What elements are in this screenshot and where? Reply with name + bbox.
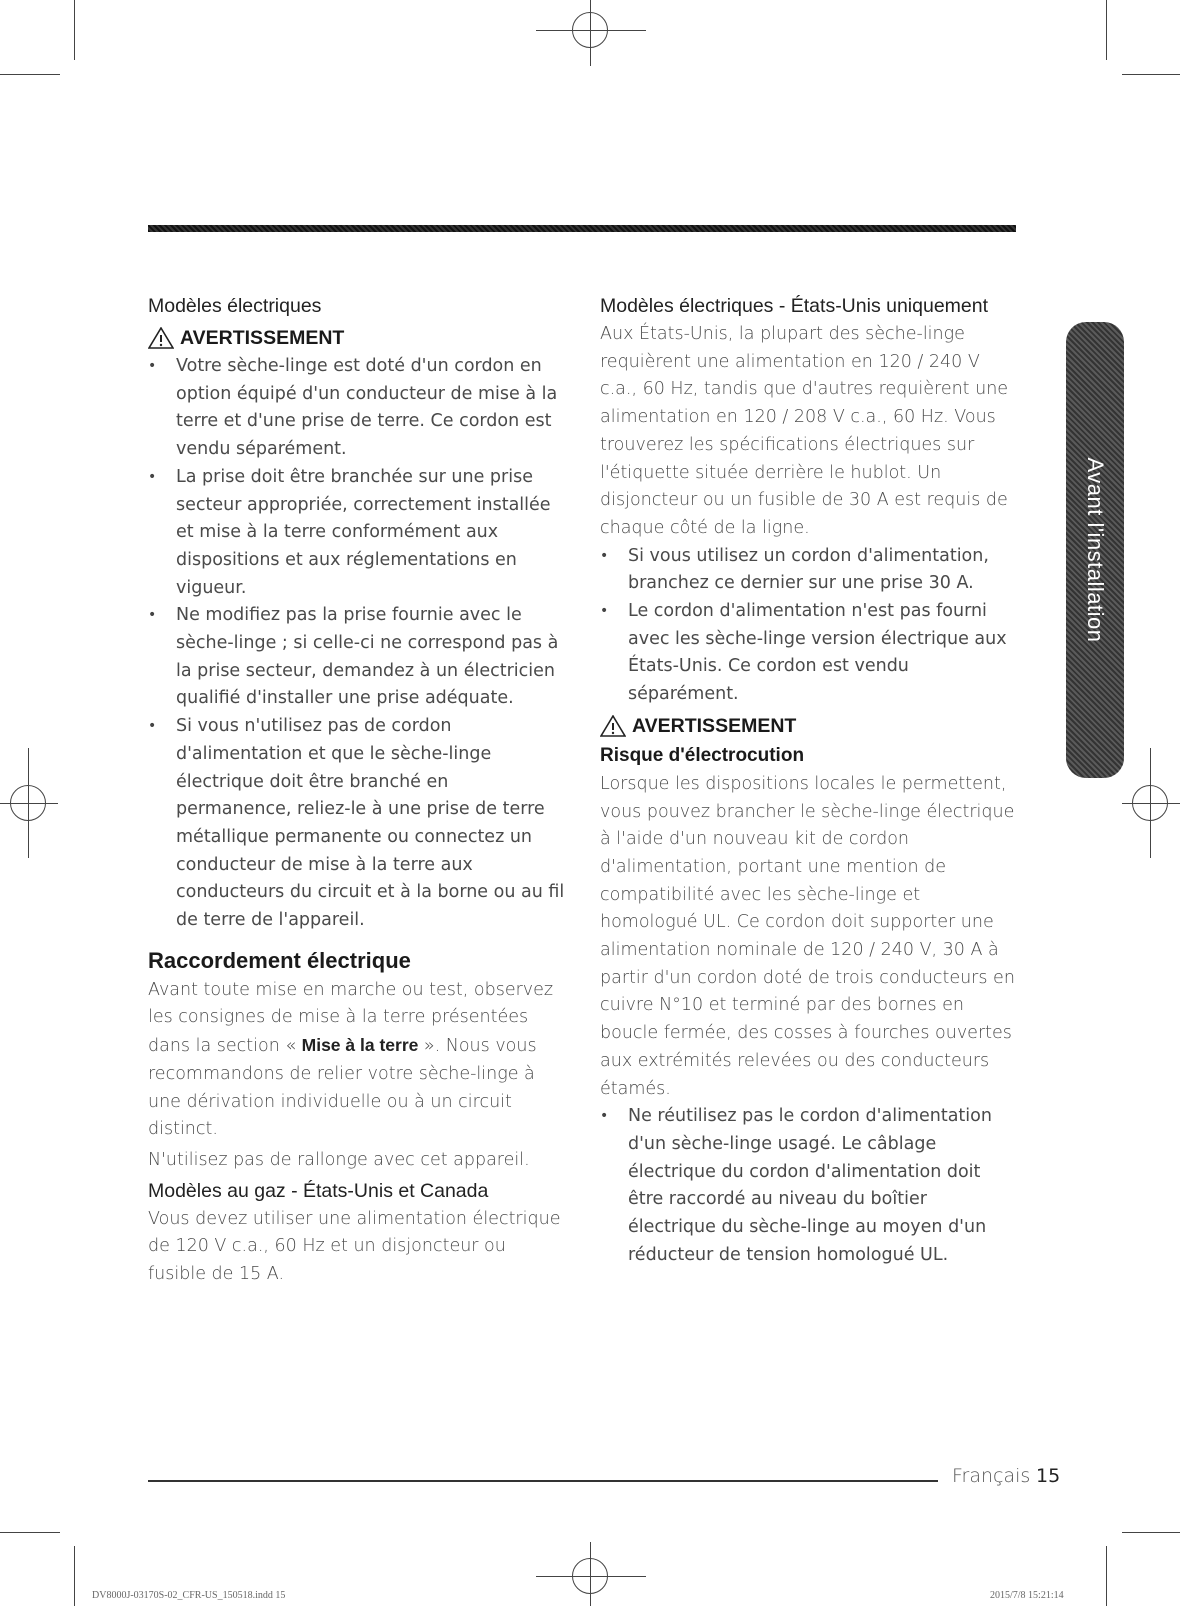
page-number: 15 [1036, 1465, 1061, 1487]
print-slug-file: DV8000J-03170S-02_CFR-US_150518.indd 15 [92, 1590, 286, 1601]
list-item: • Ne réutilisez pas le cordon d'alimentation d'un sèche-linge usagé. Le câblage électrique du cordon d'alimentation doit être raccordé au niveau du boîtier électrique du sèche-linge au moyen d'un réducteur de tension homologué UL. [600, 1103, 1016, 1269]
registration-mark [572, 1558, 608, 1594]
warning-triangle-icon [600, 715, 626, 737]
paragraph: Vous devez utiliser une alimentation électrique de 120 V c.a., 60 Hz et un disjoncteur ou fusible de 15 A. [148, 1208, 561, 1285]
crop-mark [1106, 0, 1107, 60]
warning-list [600, 1103, 1016, 1269]
subhead-electric-models: Modèles électriques [148, 295, 322, 317]
list-item: • Si vous n'utilisez pas de cordon d'alimentation et que le sèche-linge électrique doit être branché en permanence, reliez-le à une prise de terre métallique permanente ou connectez un conducteur de mise à la terre aux conducteurs du circuit et à la borne ou au fil de terre de l'appareil. [148, 713, 568, 935]
header-rule [148, 225, 1016, 232]
crop-mark [74, 0, 75, 60]
subhead-gas-models: Modèles au gaz - États-Unis et Canada [148, 1179, 489, 1202]
footer-rule [148, 1480, 938, 1482]
paragraph: Aux États-Unis, la plupart des sèche-linge requièrent une alimentation en 120 / 240 V c.a., 60 Hz, tandis que d'autres requièrent une alimentation en 120 / 208 V c.a., 60 Hz. Vous trouverez les spécifications électriques sur l'étiquette située derrière le hublot. Un disjoncteur ou un fusible de 30 A est requis de chaque côté de la ligne. [600, 324, 1009, 538]
left-column [148, 292, 568, 1289]
crop-mark [0, 74, 60, 75]
paragraph: N'utilisez pas de rallonge avec cet appareil. [148, 1149, 530, 1170]
registration-mark [1132, 785, 1168, 821]
crop-mark [1122, 74, 1180, 75]
paragraph [148, 977, 568, 1144]
crop-mark [1122, 1532, 1180, 1533]
list-item: • Le cordon d'alimentation n'est pas fourni avec les sèche-linge version électrique aux États-Unis. Ce cordon est vendu séparément. [600, 598, 1016, 709]
text-run: ». Nous vous recommandons de relier votre sèche-linge à une dérivation individuelle ou à un circuit distinct. [148, 1036, 537, 1140]
chapter-tab-label: Avant l'installation [1083, 457, 1108, 643]
section-reference: Mise à la terre [301, 1035, 419, 1056]
section-title: Raccordement électrique [148, 947, 411, 973]
list-item: • Ne modifiez pas la prise fournie avec le sèche-linge ; si celle-ci ne correspond pas à la prise secteur, demandez à un électricien qualifié d'installer une prise adéquate. [148, 602, 568, 713]
risk-title: Risque d'électrocution [600, 744, 805, 766]
crop-mark [1106, 1546, 1107, 1606]
registration-mark [10, 785, 46, 821]
chapter-tab [1066, 322, 1124, 778]
list-item: • La prise doit être branchée sur une prise secteur appropriée, correctement installée et mise à la terre conformément aux dispositions et aux réglementations en vigueur. [148, 464, 568, 603]
list-item: • Si vous utilisez un cordon d'alimentation, branchez ce dernier sur une prise 30 A. [600, 543, 1016, 598]
warning-list [148, 353, 568, 935]
info-list [600, 543, 1016, 709]
warning-heading [148, 323, 568, 353]
print-slug-date: 2015/7/8 15:21:14 [990, 1590, 1064, 1601]
subhead-us-electric-models: Modèles électriques - États-Unis uniquement [600, 295, 989, 317]
warning-heading [600, 711, 1016, 741]
crop-mark [74, 1546, 75, 1606]
paragraph: Lorsque les dispositions locales le permettent, vous pouvez brancher le sèche-linge électrique à l'aide d'un nouveau kit de cordon d'alimentation, portant une mention de compatibilité avec les sèche-linge et homologué UL. Ce cordon doit supporter une alimentation nominale de 120 / 240 V, 30 A à partir d'un cordon doté de trois conducteurs en cuivre N°10 et terminé par des bornes en boucle fermée, des cosses à fourches ouvertes aux extrémités relevées ou des conducteurs étamés. [600, 773, 1015, 1099]
warning-label: AVERTISSEMENT [180, 327, 345, 349]
right-column [600, 292, 1016, 1270]
footer-language: Français [952, 1465, 1031, 1487]
registration-mark [572, 12, 608, 48]
list-item: • Votre sèche-linge est doté d'un cordon en option équipé d'un conducteur de mise à la terre et d'une prise de terre. Ce cordon est vendu séparément. [148, 353, 568, 464]
crop-mark [0, 1532, 60, 1533]
warning-label: AVERTISSEMENT [632, 714, 797, 737]
text-run: Avant toute mise en marche ou test, observez les consignes de mise à la terre présentées dans la section « [148, 979, 554, 1057]
warning-triangle-icon [148, 327, 174, 349]
